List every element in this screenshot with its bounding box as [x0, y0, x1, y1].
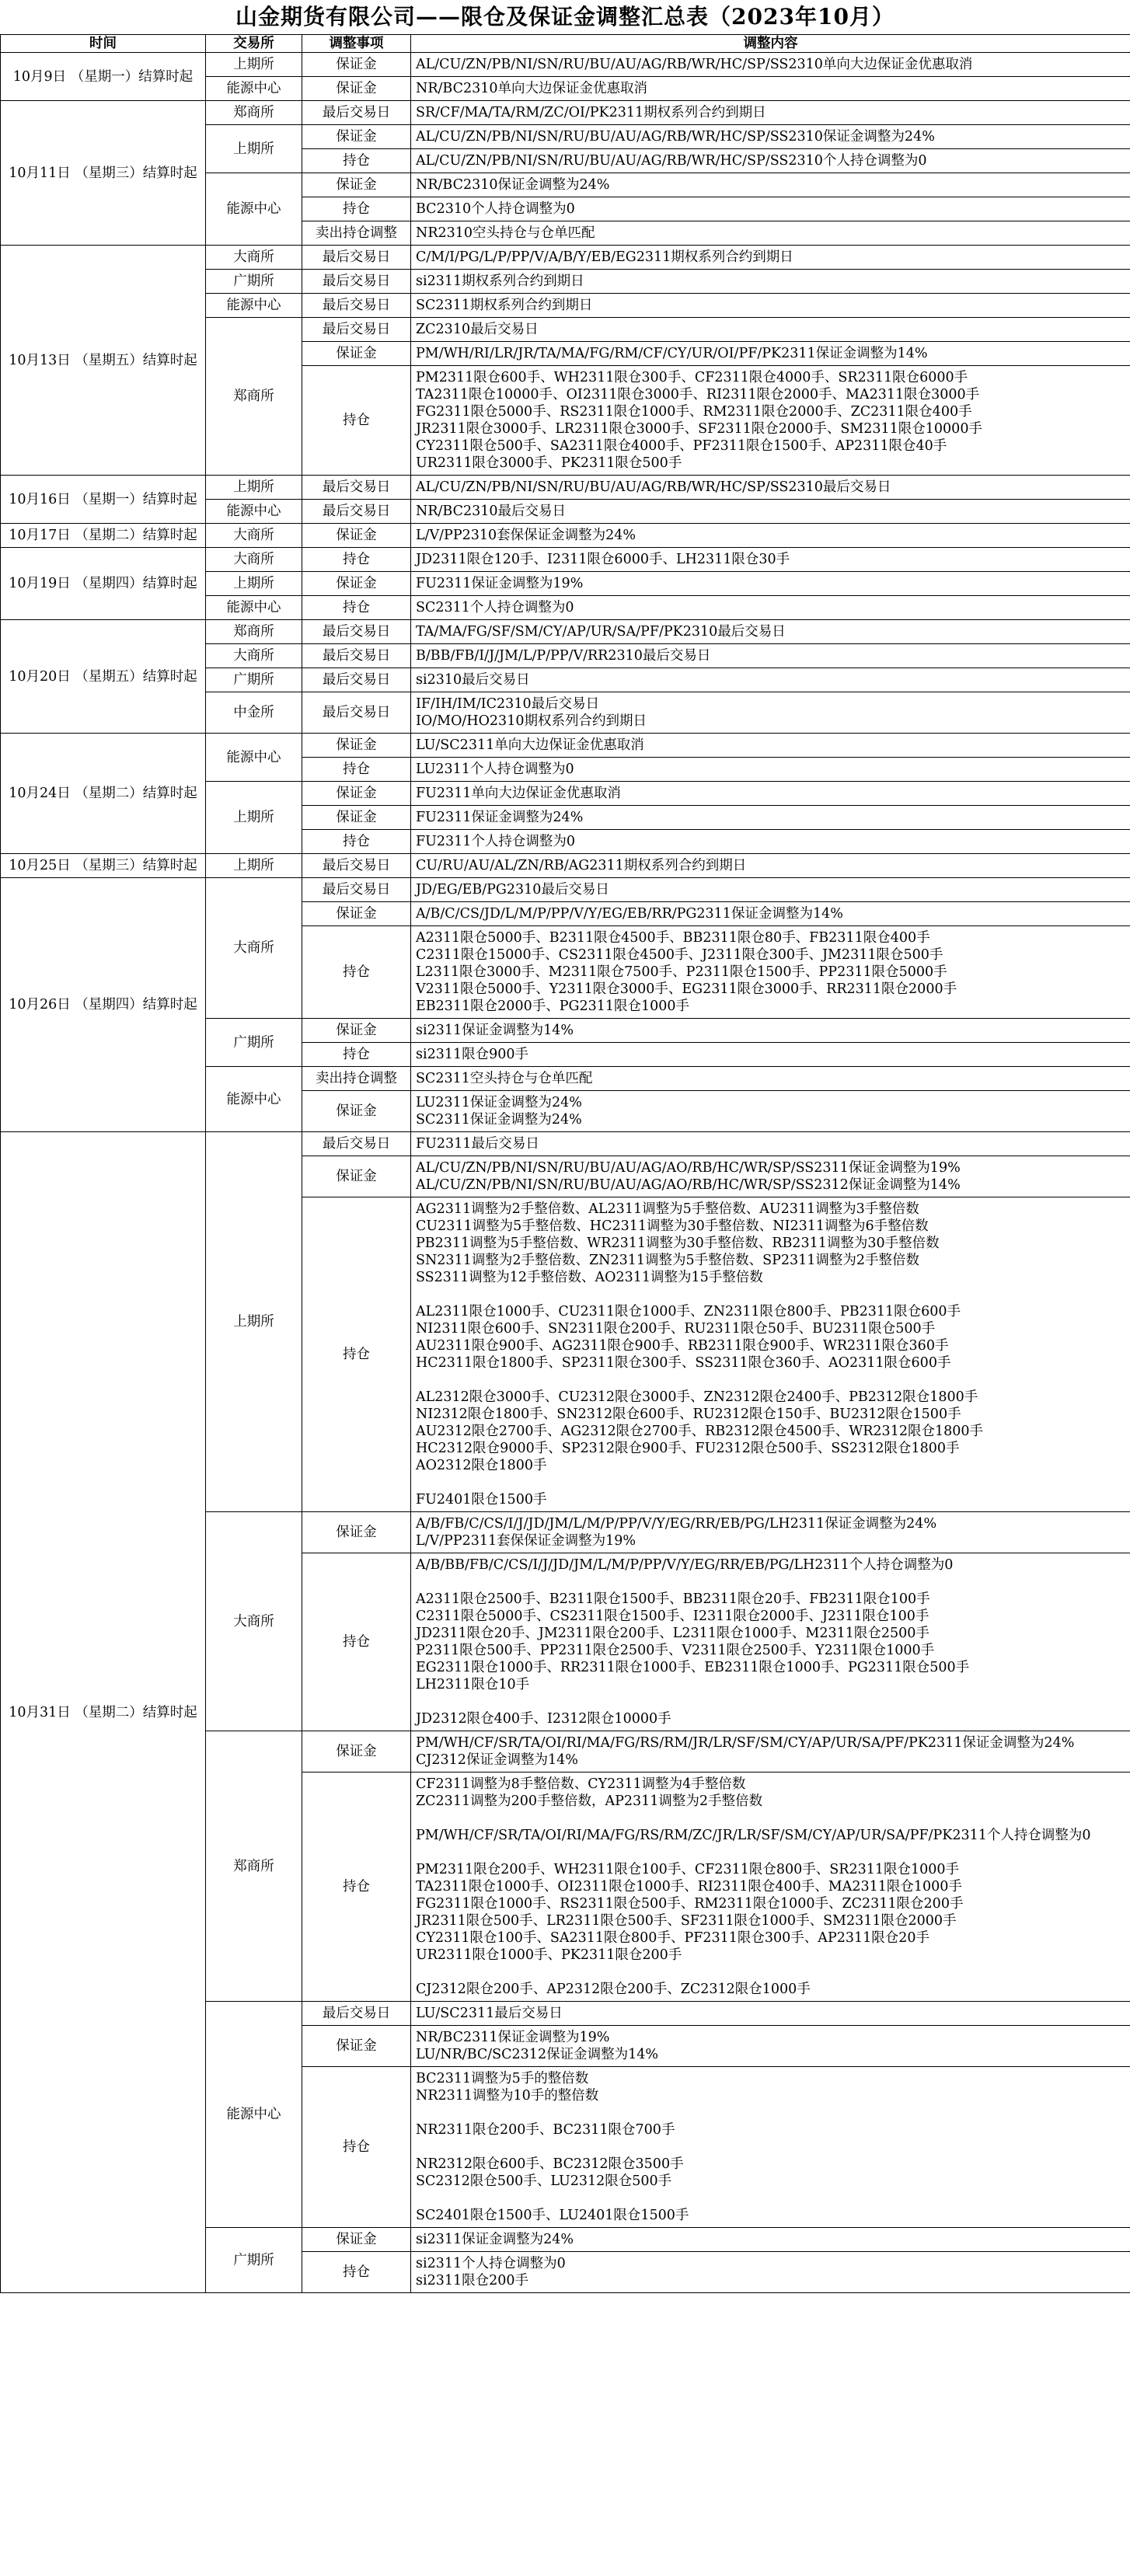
adjustment-type-cell: 持仓 [302, 1553, 411, 1731]
adjustment-type-cell: 最后交易日 [302, 476, 411, 500]
adjustment-type-cell: 保证金 [302, 2026, 411, 2067]
adjustment-content-cell: FU2311个人持仓调整为0 [411, 830, 1130, 854]
exchange-cell: 能源中心 [206, 734, 302, 782]
adjustment-content-cell: LU/SC2311单向大边保证金优惠取消 [411, 734, 1130, 758]
adjustment-content-cell: AG2311调整为2手整倍数、AL2311调整为5手整倍数、AU2311调整为3手整倍数 CU2311调整为5手整倍数、HC2311调整为30手整倍数、NI2311调整为6手整倍数 PB2311调整为5手整倍数、WR2311调整为30手整倍数、RB2311调整为30手整倍数 SN2311调整为2手整倍数、ZN2311调整为5手整倍数、SP2311调整为2手整倍数 SS2311调整为12手整倍数、AO2311调整为15手整倍数 AL2311限仓1000手、CU2311限仓1000手、ZN2311限仓800手、PB2311限仓600手 NI2311限仓600手、SN2311限仓200手、RU2311限仓50手、BU2311限仓500手 AU2311限仓900手、AG2311限仓900手、RB2311限仓900手、WR2311限仓360手 HC2311限仓1800手、SP2311限仓300手、SS2311限仓360手、AO2311限仓600手 AL2312限仓3000手、CU2312限仓3000手、ZN2312限仓2400手、PB2312限仓1800手 NI2312限仓1800手、SN2312限仓600手、RU2312限仓150手、BU2312限仓1500手 AU2312限仓2700手、AG2312限仓2700手、RB2312限仓4500手、WR2312限仓1800手 HC2312限仓9000手、SP2312限仓900手、FU2312限仓500手、SS2312限仓1800手 AO2312限仓1800手 FU2401限仓1500手 [411, 1197, 1130, 1512]
exchange-cell: 能源中心 [206, 294, 302, 318]
exchange-cell: 上期所 [206, 53, 302, 77]
exchange-cell: 郑商所 [206, 101, 302, 125]
adjustment-type-cell: 保证金 [302, 1731, 411, 1773]
adjustment-content-cell: SC2311期权系列合约到期日 [411, 294, 1130, 318]
adjustment-content-cell: CU/RU/AU/AL/ZN/RB/AG2311期权系列合约到期日 [411, 854, 1130, 878]
adjustment-content-cell: BC2311调整为5手的整倍数 NR2311调整为10手的整倍数 NR2311限仓200手、BC2311限仓700手 NR2312限仓600手、BC2312限仓3500手 SC2312限仓500手、LU2312限仓500手 SC2401限仓1500手、LU2401限仓1500手 [411, 2067, 1130, 2228]
time-cell: 10月13日 （星期五）结算时起 [1, 246, 206, 476]
table-row [1, 620, 1130, 644]
adjustment-type-cell: 保证金 [302, 2228, 411, 2252]
page-title: 山金期货有限公司——限仓及保证金调整汇总表（2023年10月） [235, 4, 895, 30]
adjustment-content-cell: A/B/BB/FB/C/CS/I/J/JD/JM/L/M/P/PP/V/Y/EG/RR/EB/PG/LH2311个人持仓调整为0 A2311限仓2500手、B2311限仓1500手、BB2311限仓20手、FB2311限仓100手 C2311限仓5000手、CS2311限仓1500手、I2311限仓2000手、J2311限仓100手 JD2311限仓20手、JM2311限仓200手、L2311限仓1000手、M2311限仓2500手 P2311限仓500手、PP2311限仓2500手、V2311限仓2500手、Y2311限仓1000手 EG2311限仓1000手、RR2311限仓1000手、EB2311限仓1000手、PG2311限仓500手 LH2311限仓10手 JD2312限仓400手、I2312限仓10000手 [411, 1553, 1130, 1731]
time-cell: 10月24日 （星期二）结算时起 [1, 734, 206, 854]
adjustment-type-cell: 保证金 [302, 1091, 411, 1132]
adjustment-content-cell: NR2310空头持仓与仓单匹配 [411, 221, 1130, 246]
header-content: 调整内容 [411, 35, 1130, 53]
header-time: 时间 [1, 35, 206, 53]
exchange-cell: 能源中心 [206, 1067, 302, 1132]
adjustment-type-cell: 保证金 [302, 173, 411, 197]
adjustment-content-cell: AL/CU/ZN/PB/NI/SN/RU/BU/AU/AG/RB/WR/HC/SP/SS2310最后交易日 [411, 476, 1130, 500]
adjustment-type-cell: 最后交易日 [302, 500, 411, 524]
exchange-cell: 上期所 [206, 125, 302, 173]
adjustment-type-cell: 卖出持仓调整 [302, 221, 411, 246]
exchange-cell: 上期所 [206, 782, 302, 854]
header-item: 调整事项 [302, 35, 411, 53]
adjustment-content-cell: JD2311限仓120手、I2311限仓6000手、LH2311限仓30手 [411, 548, 1130, 572]
adjustment-content-cell: NR/BC2310保证金调整为24% [411, 173, 1130, 197]
table-row [1, 1132, 1130, 1156]
adjustment-content-cell: BC2310个人持仓调整为0 [411, 197, 1130, 221]
adjustment-type-cell: 持仓 [302, 926, 411, 1019]
time-cell: 10月20日 （星期五）结算时起 [1, 620, 206, 734]
adjustment-content-cell: si2311限仓900手 [411, 1043, 1130, 1067]
exchange-cell: 上期所 [206, 476, 302, 500]
adjustment-content-cell: LU2311保证金调整为24% SC2311保证金调整为24% [411, 1091, 1130, 1132]
table-row [1, 878, 1130, 902]
time-cell: 10月17日 （星期二）结算时起 [1, 524, 206, 548]
adjustment-type-cell: 卖出持仓调整 [302, 1067, 411, 1091]
adjustment-content-cell: NR/BC2310单向大边保证金优惠取消 [411, 77, 1130, 101]
adjustment-type-cell: 持仓 [302, 1197, 411, 1512]
adjustment-content-cell: PM2311限仓600手、WH2311限仓300手、CF2311限仓4000手、SR2311限仓6000手 TA2311限仓10000手、OI2311限仓3000手、RI2311限仓2000手、MA2311限仓3000手 FG2311限仓5000手、RS2311限仓1000手、RM2311限仓2000手、ZC2311限仓400手 JR2311限仓3000手、LR2311限仓3000手、SF2311限仓2000手、SM2311限仓10000手 CY2311限仓500手、SA2311限仓4000手、PF2311限仓1500手、AP2311限仓40手 UR2311限仓3000手、PK2311限仓500手 [411, 366, 1130, 476]
adjustment-type-cell: 持仓 [302, 596, 411, 620]
adjustment-content-cell: B/BB/FB/I/J/JM/L/P/PP/V/RR2310最后交易日 [411, 644, 1130, 668]
time-cell: 10月31日 （星期二）结算时起 [1, 1132, 206, 2293]
exchange-cell: 上期所 [206, 854, 302, 878]
adjustment-content-cell: ZC2310最后交易日 [411, 318, 1130, 342]
adjustment-content-cell: FU2311保证金调整为24% [411, 806, 1130, 830]
adjustment-type-cell: 持仓 [302, 830, 411, 854]
exchange-cell: 能源中心 [206, 2002, 302, 2228]
adjustment-type-cell: 最后交易日 [302, 854, 411, 878]
time-cell: 10月25日 （星期三）结算时起 [1, 854, 206, 878]
exchange-cell: 广期所 [206, 270, 302, 294]
exchange-cell: 上期所 [206, 572, 302, 596]
exchange-cell: 能源中心 [206, 596, 302, 620]
adjustment-content-cell: NR/BC2311保证金调整为19% LU/NR/BC/SC2312保证金调整为14% [411, 2026, 1130, 2067]
time-cell: 10月16日 （星期一）结算时起 [1, 476, 206, 524]
adjustment-content-cell: JD/EG/EB/PG2310最后交易日 [411, 878, 1130, 902]
adjustment-type-cell: 持仓 [302, 366, 411, 476]
exchange-cell: 郑商所 [206, 1731, 302, 2002]
exchange-cell: 广期所 [206, 1019, 302, 1067]
adjustment-type-cell: 最后交易日 [302, 644, 411, 668]
table-header-row [1, 35, 1130, 53]
adjustment-content-cell: PM/WH/CF/SR/TA/OI/RI/MA/FG/RS/RM/JR/LR/SF/SM/CY/AP/UR/SA/PF/PK2311保证金调整为24% CJ2312保证金调整为14% [411, 1731, 1130, 1773]
adjustment-type-cell: 最后交易日 [302, 318, 411, 342]
adjustment-content-cell: LU2311个人持仓调整为0 [411, 758, 1130, 782]
exchange-cell: 能源中心 [206, 77, 302, 101]
exchange-cell: 广期所 [206, 2228, 302, 2293]
time-cell: 10月11日 （星期三）结算时起 [1, 101, 206, 246]
adjustment-content-cell: FU2311单向大边保证金优惠取消 [411, 782, 1130, 806]
time-cell: 10月19日 （星期四）结算时起 [1, 548, 206, 620]
adjustment-content-cell: A/B/C/CS/JD/L/M/P/PP/V/Y/EG/EB/RR/PG2311保证金调整为14% [411, 902, 1130, 926]
adjustment-content-cell: si2311期权系列合约到期日 [411, 270, 1130, 294]
adjustment-content-cell: AL/CU/ZN/PB/NI/SN/RU/BU/AU/AG/AO/RB/HC/WR/SP/SS2311保证金调整为19% AL/CU/ZN/PB/NI/SN/RU/BU/AU/AG/AO/RB/HC/WR/SP/SS2312保证金调整为14% [411, 1156, 1130, 1197]
adjustment-content-cell: si2311保证金调整为24% [411, 2228, 1130, 2252]
adjustment-type-cell: 持仓 [302, 197, 411, 221]
adjustment-type-cell: 最后交易日 [302, 101, 411, 125]
adjustment-type-cell: 最后交易日 [302, 2002, 411, 2026]
adjustment-type-cell: 持仓 [302, 149, 411, 173]
adjustment-content-cell: C/M/I/PG/L/P/PP/V/A/B/Y/EB/EG2311期权系列合约到期日 [411, 246, 1130, 270]
exchange-cell: 大商所 [206, 878, 302, 1019]
adjustment-content-cell: TA/MA/FG/SF/SM/CY/AP/UR/SA/PF/PK2310最后交易日 [411, 620, 1130, 644]
adjustment-type-cell: 持仓 [302, 758, 411, 782]
adjustment-content-cell: si2311个人持仓调整为0 si2311限仓200手 [411, 2252, 1130, 2293]
header-exchange: 交易所 [206, 35, 302, 53]
exchange-cell: 上期所 [206, 1132, 302, 1512]
adjustment-content-cell: SR/CF/MA/TA/RM/ZC/OI/PK2311期权系列合约到期日 [411, 101, 1130, 125]
adjustment-type-cell: 最后交易日 [302, 878, 411, 902]
exchange-cell: 郑商所 [206, 620, 302, 644]
adjustment-type-cell: 最后交易日 [302, 246, 411, 270]
table-row [1, 101, 1130, 125]
adjustment-type-cell: 持仓 [302, 1773, 411, 2002]
exchange-cell: 大商所 [206, 644, 302, 668]
adjustment-type-cell: 最后交易日 [302, 668, 411, 692]
adjustment-type-cell: 保证金 [302, 1156, 411, 1197]
adjustment-content-cell: SC2311空头持仓与仓单匹配 [411, 1067, 1130, 1091]
table-row [1, 53, 1130, 77]
adjustment-table [0, 34, 1130, 2293]
adjustment-content-cell: SC2311个人持仓调整为0 [411, 596, 1130, 620]
adjustment-type-cell: 保证金 [302, 806, 411, 830]
exchange-cell: 能源中心 [206, 173, 302, 246]
adjustment-type-cell: 保证金 [302, 782, 411, 806]
adjustment-type-cell: 持仓 [302, 1043, 411, 1067]
exchange-cell: 大商所 [206, 1512, 302, 1731]
time-cell: 10月9日 （星期一）结算时起 [1, 53, 206, 101]
adjustment-type-cell: 保证金 [302, 1512, 411, 1553]
adjustment-content-cell: AL/CU/ZN/PB/NI/SN/RU/BU/AU/AG/RB/WR/HC/SP/SS2310保证金调整为24% [411, 125, 1130, 149]
exchange-cell: 能源中心 [206, 500, 302, 524]
adjustment-content-cell: AL/CU/ZN/PB/NI/SN/RU/BU/AU/AG/RB/WR/HC/SP/SS2310个人持仓调整为0 [411, 149, 1130, 173]
adjustment-type-cell: 保证金 [302, 734, 411, 758]
adjustment-type-cell: 最后交易日 [302, 270, 411, 294]
adjustment-content-cell: si2311保证金调整为14% [411, 1019, 1130, 1043]
adjustment-content-cell: FU2311最后交易日 [411, 1132, 1130, 1156]
exchange-cell: 大商所 [206, 548, 302, 572]
adjustment-type-cell: 保证金 [302, 1019, 411, 1043]
adjustment-type-cell: 持仓 [302, 548, 411, 572]
adjustment-type-cell: 持仓 [302, 2252, 411, 2293]
adjustment-type-cell: 最后交易日 [302, 692, 411, 734]
adjustment-content-cell: si2310最后交易日 [411, 668, 1130, 692]
time-cell: 10月26日 （星期四）结算时起 [1, 878, 206, 1132]
adjustment-type-cell: 保证金 [302, 572, 411, 596]
table-body [1, 53, 1130, 2293]
adjustment-type-cell: 保证金 [302, 342, 411, 366]
adjustment-type-cell: 持仓 [302, 2067, 411, 2228]
table-row [1, 246, 1130, 270]
adjustment-type-cell: 最后交易日 [302, 620, 411, 644]
exchange-cell: 大商所 [206, 524, 302, 548]
adjustment-type-cell: 保证金 [302, 125, 411, 149]
adjustment-content-cell: IF/IH/IM/IC2310最后交易日 IO/MO/HO2310期权系列合约到期日 [411, 692, 1130, 734]
adjustment-content-cell: A2311限仓5000手、B2311限仓4500手、BB2311限仓80手、FB2311限仓400手 C2311限仓15000手、CS2311限仓4500手、J2311限仓300手、JM2311限仓500手 L2311限仓3000手、M2311限仓7500手、P2311限仓1500手、PP2311限仓5000手 V2311限仓5000手、Y2311限仓3000手、EG2311限仓3000手、RR2311限仓2000手 EB2311限仓2000手、PG2311限仓1000手 [411, 926, 1130, 1019]
adjustment-type-cell: 保证金 [302, 53, 411, 77]
adjustment-type-cell: 保证金 [302, 77, 411, 101]
table-row [1, 854, 1130, 878]
adjustment-content-cell: LU/SC2311最后交易日 [411, 2002, 1130, 2026]
adjustment-content-cell: L/V/PP2310套保保证金调整为24% [411, 524, 1130, 548]
adjustment-content-cell: NR/BC2310最后交易日 [411, 500, 1130, 524]
adjustment-type-cell: 保证金 [302, 524, 411, 548]
exchange-cell: 广期所 [206, 668, 302, 692]
adjustment-type-cell: 最后交易日 [302, 294, 411, 318]
table-row [1, 524, 1130, 548]
table-row [1, 734, 1130, 758]
adjustment-content-cell: A/B/FB/C/CS/I/J/JD/JM/L/M/P/PP/V/Y/EG/RR/EB/PG/LH2311保证金调整为24% L/V/PP2311套保保证金调整为19% [411, 1512, 1130, 1553]
table-row [1, 548, 1130, 572]
adjustment-type-cell: 保证金 [302, 902, 411, 926]
adjustment-type-cell: 最后交易日 [302, 1132, 411, 1156]
exchange-cell: 大商所 [206, 246, 302, 270]
adjustment-content-cell: AL/CU/ZN/PB/NI/SN/RU/BU/AU/AG/RB/WR/HC/SP/SS2310单向大边保证金优惠取消 [411, 53, 1130, 77]
adjustment-content-cell: FU2311保证金调整为19% [411, 572, 1130, 596]
table-row [1, 476, 1130, 500]
exchange-cell: 中金所 [206, 692, 302, 734]
adjustment-content-cell: CF2311调整为8手整倍数、CY2311调整为4手整倍数 ZC2311调整为200手整倍数，AP2311调整为2手整倍数 PM/WH/CF/SR/TA/OI/RI/MA/FG/RS/RM/ZC/JR/LR/SF/SM/CY/AP/UR/SA/PF/PK2311个人持仓调整为0 PM2311限仓200手、WH2311限仓100手、CF2311限仓800手、SR2311限仓1000手 TA2311限仓1000手、OI2311限仓1000手、RI2311限仓400手、MA2311限仓1000手 FG2311限仓1000手、RS2311限仓500手、RM2311限仓1000手、ZC2311限仓200手 JR2311限仓500手、LR2311限仓500手、SF2311限仓1000手、SM2311限仓2000手 CY2311限仓100手、SA2311限仓800手、PF2311限仓300手、AP2311限仓20手 UR2311限仓1000手、PK2311限仓200手 CJ2312限仓200手、AP2312限仓200手、ZC2312限仓1000手 [411, 1773, 1130, 2002]
adjustment-content-cell: PM/WH/RI/LR/JR/TA/MA/FG/RM/CF/CY/UR/OI/PF/PK2311保证金调整为14% [411, 342, 1130, 366]
exchange-cell: 郑商所 [206, 318, 302, 476]
